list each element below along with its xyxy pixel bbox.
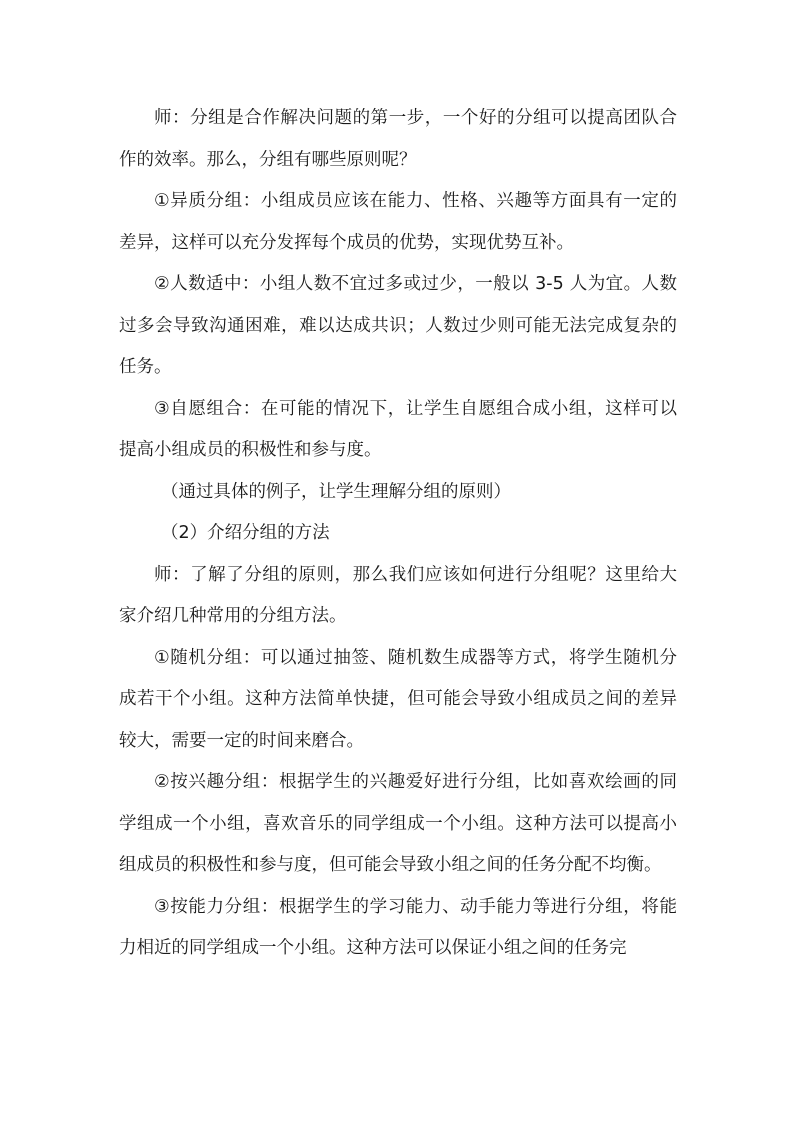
paragraph-heterogeneous-grouping: ①异质分组：小组成员应该在能力、性格、兴趣等方面具有一定的差异，这样可以充分发挥每个成员的优势，实现优势互补。 — [119, 191, 677, 253]
paragraph-group-size: ②人数适中：小组人数不宜过多或过少，一般以 3-5 人为宜。人数过多会导致沟通困难，难以达成共识；人数过少则可能无法完成复杂的任务。 — [119, 274, 677, 377]
paragraph-random-grouping: ①随机分组：可以通过抽签、随机数生成器等方式，将学生随机分成若干个小组。这种方法简单快捷，但可能会导致小组成员之间的差异较大，需要一定的时间来磨合。 — [119, 647, 677, 751]
paragraph-interest-grouping: ②按兴趣分组：根据学生的兴趣爱好进行分组，比如喜欢绘画的同学组成一个小组，喜欢音乐的同学组成一个小组。这种方法可以提高小组成员的积极性和参与度，但可能会导致小组之间的任务分配不均衡。 — [119, 772, 677, 875]
paragraph-ability-grouping: ③按能力分组：根据学生的学习能力、动手能力等进行分组，将能力相近的同学组成一个小组。这种方法可以保证小组之间的任务完 — [119, 896, 677, 958]
paragraph-example-note: （通过具体的例子，让学生理解分组的原则） — [161, 481, 511, 502]
paragraph-voluntary-grouping: ③自愿组合：在可能的情况下，让学生自愿组合成小组，这样可以提高小组成员的积极性和参与度。 — [119, 398, 677, 460]
document-body — [119, 98, 677, 970]
paragraph-grouping-intro: 师：分组是合作解决问题的第一步，一个好的分组可以提高团队合作的效率。那么，分组有哪些原则呢？ — [119, 108, 677, 170]
paragraph-methods-intro: 师：了解了分组的原则，那么我们应该如何进行分组呢？这里给大家介绍几种常用的分组方法。 — [119, 564, 677, 626]
section-heading-grouping-methods: （2）介绍分组的方法 — [161, 523, 330, 543]
